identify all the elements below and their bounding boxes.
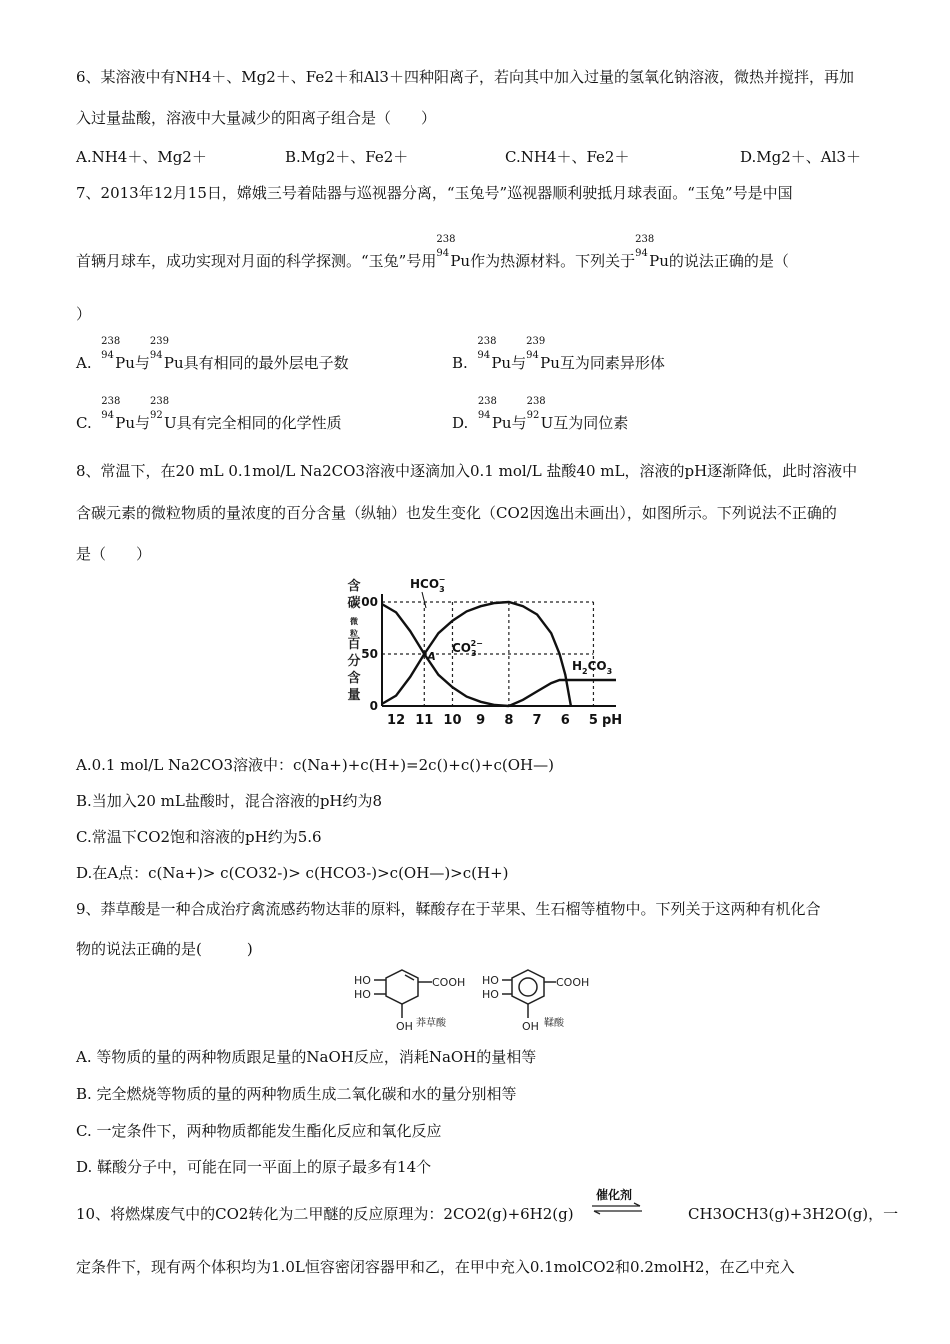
q8-option-c: C.常温下CO2饱和溶液的pH约为5.6	[76, 828, 322, 846]
pu239-isotope	[149, 336, 170, 368]
y-tick-label: 50	[361, 647, 378, 661]
pu238-isotope	[101, 396, 121, 428]
option-letter: C.	[76, 414, 92, 432]
option-text: Pu具有相同的最外层电子数	[163, 354, 349, 372]
benzene-ring	[512, 970, 544, 1004]
q6-option-a: A.NH4＋、Mg2＋	[76, 148, 207, 166]
option-text: Pu与	[491, 414, 527, 432]
ho-label: HO	[482, 974, 499, 987]
mass-number: 238	[436, 234, 456, 245]
co3-label: $CO_32-$	[452, 639, 483, 658]
u238-isotope	[150, 396, 170, 428]
option-letter: B.	[452, 354, 468, 372]
q6-option-d: D.Mg2＋、Al3＋	[740, 148, 861, 166]
atomic-number: 94	[477, 350, 491, 361]
cyclohexene-ring	[386, 970, 418, 1004]
q7-line-2-part-c: Pu的说法正确的是（	[649, 252, 789, 270]
y-label-char: 含	[347, 671, 361, 686]
catalyst-label: 催化剂	[596, 1188, 633, 1202]
dashed-guides	[382, 602, 593, 706]
q6-option-b: B.Mg2＋、Fe2＋	[285, 148, 409, 166]
oh-label: OH	[396, 1020, 413, 1033]
x-tick-label: 8	[504, 713, 514, 728]
x-tick-label: 10	[443, 713, 462, 728]
mass-number: 238	[635, 234, 655, 245]
atomic-number: 94	[477, 410, 491, 421]
ho-label: HO	[354, 988, 371, 1001]
mass-number: 238	[477, 396, 497, 407]
atomic-number: 94	[101, 350, 114, 361]
q9-option-a: A. 等物质的量的两种物质跟足量的NaOH反应，消耗NaOH的量相等	[76, 1048, 537, 1066]
q6-line-1: 6、某溶液中有NH4＋、Mg2＋、Fe2＋和Al3＋四种阳离子，若向其中加入过量的氢氧化钠溶液，微热并搅拌，再加	[76, 68, 854, 86]
y-tick-label: 0	[369, 699, 378, 713]
x-tick-label: 5	[588, 713, 598, 728]
cooh-label: COOH	[556, 976, 590, 989]
mass-number: 239	[149, 336, 170, 347]
tick-labels	[361, 595, 622, 728]
x-tick-label: 12	[387, 713, 406, 728]
q7-line-2	[76, 234, 789, 271]
mass-number: 239	[526, 336, 546, 347]
pu239-isotope	[526, 336, 546, 368]
series-line	[509, 680, 616, 706]
q7-line-2-part-b: Pu作为热源材料。下列关于	[450, 252, 636, 270]
q10-line-1-part-b: CH3OCH3(g)+3H2O(g)，一	[688, 1205, 899, 1223]
q8-option-a: A.0.1 mol/L Na2CO3溶液中：c(Na+)+c(H+)=2c()+c()+c(OH—)	[76, 756, 554, 774]
mass-number: 238	[101, 396, 121, 407]
q8-line-1: 8、常温下，在20 mL 0.1mol/L Na2CO3溶液中逐滴加入0.1 mol/L 盐酸40 mL，溶液的pH逐渐降低，此时溶液中	[76, 462, 858, 480]
ho-label: HO	[482, 988, 499, 1001]
hco3-leader	[422, 592, 426, 608]
q7-option-b	[452, 336, 665, 373]
x-tick-label: 7	[532, 713, 542, 728]
q8-option-b: B.当加入20 mL盐酸时，混合溶液的pH约为8	[76, 792, 383, 810]
y-axis-label	[347, 578, 360, 703]
q7-line-2-part-a: 首辆月球车，成功实现对月面的科学探测。“玉兔”号用	[76, 252, 437, 270]
hco3-label: $HCO_3-$	[410, 575, 446, 594]
option-letter: D.	[452, 414, 469, 432]
q9-line-1: 9、莽草酸是一种合成治疗禽流感药物达菲的原料，鞣酸存在于苹果、生石榴等植物中。下列关于这两种有机化合	[76, 900, 821, 918]
option-text: Pu与	[115, 414, 151, 432]
pu238-isotope	[101, 336, 121, 368]
q9-option-d: D. 鞣酸分子中，可能在同一平面上的原子最多有14个	[76, 1158, 432, 1176]
atomic-number: 94	[635, 248, 648, 259]
pu238-isotope	[635, 234, 655, 266]
q10-line-1-part-a: 10、将燃煤废气中的CO2转化为二甲醚的反应原理为：2CO2(g)+6H2(g)	[76, 1205, 574, 1223]
point-a-label: A	[427, 650, 436, 663]
ho-label: HO	[354, 974, 371, 987]
u238-isotope	[526, 396, 546, 428]
mass-number: 238	[150, 396, 170, 407]
structures-figure	[352, 964, 602, 1036]
q9-option-b: B. 完全燃烧等物质的量的两种物质生成二氧化碳和水的量分别相等	[76, 1085, 517, 1103]
shikimic-acid-name: 莽草酸	[416, 1018, 446, 1029]
q7-option-d	[452, 396, 629, 433]
q8-line-2: 含碳元素的微粒物质的量浓度的百分含量（纵轴）也发生变化（CO2因逸出未画出），如图所示。下列说法不正确的	[76, 504, 837, 522]
series-labels	[410, 575, 612, 676]
y-label-char: 含	[347, 579, 361, 594]
q9-option-c: C. 一定条件下，两种物质都能发生酯化反应和氧化反应	[76, 1122, 442, 1140]
q7-option-a	[76, 336, 349, 373]
mass-number: 238	[526, 396, 546, 407]
q7-option-c	[76, 396, 342, 433]
gallic-acid-name: 鞣酸	[544, 1018, 564, 1029]
pu238-isotope	[477, 336, 497, 368]
option-text: Pu与	[491, 354, 527, 372]
mass-number: 238	[101, 336, 121, 347]
y-label-char: 百	[347, 637, 361, 652]
x-tick-label: 6	[560, 713, 570, 728]
atomic-number: 94	[149, 350, 163, 361]
x-tick-label: 9	[476, 713, 486, 728]
q7-line-1: 7、2013年12月15日，嫦娥三号着陆器与巡视器分离，“玉兔号”巡视器顺利驶抵月球表面。“玉兔”号是中国	[76, 184, 793, 202]
oh-label: OH	[522, 1020, 539, 1033]
y-tick-label: 00	[361, 595, 378, 609]
x-axis-label: pH	[602, 713, 623, 728]
y-label-char: 微	[350, 617, 358, 626]
y-label-char: 分	[347, 654, 361, 669]
atomic-number: 92	[150, 410, 163, 421]
option-text: Pu互为同素异形体	[540, 354, 665, 372]
axes	[382, 594, 616, 706]
cooh-label: COOH	[432, 976, 466, 989]
q8-option-d: D.在A点：c(Na+)> c(CO32-)> c(HCO3-)>c(OH—)>c(H+)	[76, 864, 509, 882]
mass-number: 238	[477, 336, 497, 347]
q10-line-2: 定条件下，现有两个体积均为1.0L恒容密闭容器甲和乙，在甲中充入0.1molCO2和0.2molH2，在乙中充入	[76, 1258, 795, 1276]
atomic-number: 92	[526, 410, 540, 421]
y-label-char: 碳	[347, 596, 361, 611]
y-label-char: 粒	[350, 629, 358, 638]
q6-option-c: C.NH4＋、Fe2＋	[505, 148, 630, 166]
atomic-number: 94	[436, 248, 450, 259]
atomic-number: 94	[526, 350, 539, 361]
q8-line-3: 是（ ）	[76, 545, 152, 563]
option-letter: A.	[76, 354, 92, 372]
option-text: Pu与	[115, 354, 150, 372]
atomic-number: 94	[101, 410, 114, 421]
pu238-isotope	[477, 396, 497, 428]
h2co3-label: $H_2CO_3$	[572, 659, 613, 676]
pu238-isotope	[436, 234, 456, 266]
option-text: U互为同位素	[540, 414, 629, 432]
aromatic-circle	[519, 978, 537, 996]
q7-line-3: ）	[76, 305, 92, 323]
q6-line-2: 入过量盐酸，溶液中大量减少的阳离子组合是（ ）	[76, 109, 437, 127]
species-distribution-chart	[340, 572, 623, 734]
option-text: U具有完全相同的化学性质	[164, 414, 342, 432]
q9-line-2: 物的说法正确的是( )	[76, 940, 253, 958]
y-label-char: 量	[347, 688, 361, 703]
reversible-arrow	[590, 1203, 644, 1215]
x-tick-label: 11	[415, 713, 434, 728]
